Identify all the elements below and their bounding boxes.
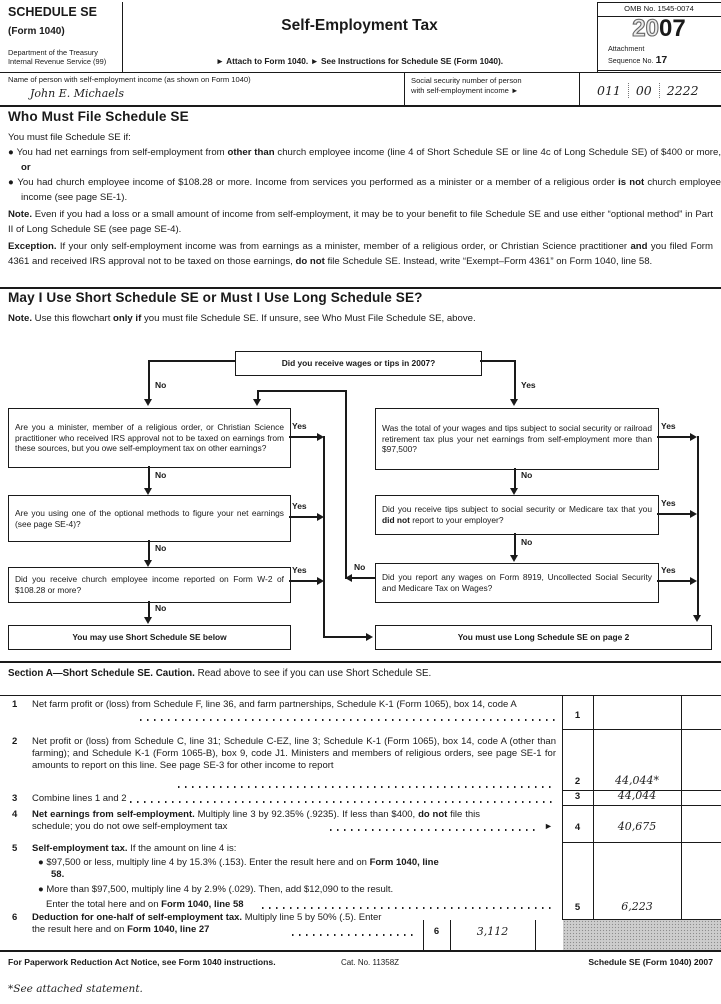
tax-year (597, 16, 721, 42)
form-subtitle: ► Attach to Form 1040. ► See Instructions for Schedule SE (Form 1040). (215, 56, 504, 66)
line4-box-number: 4 (574, 822, 581, 833)
flow-label-no: No (155, 603, 167, 613)
line3-amount-field[interactable]: 44,044 (617, 789, 657, 802)
ssn-field[interactable] (590, 81, 706, 99)
flow-connector (480, 360, 515, 362)
flow-connector (289, 436, 317, 438)
dot-leader (178, 786, 556, 788)
line2-amount-field[interactable]: 44,044* (615, 774, 659, 787)
line2-number: 2 (12, 736, 18, 747)
who-must-file-intro: You must file Schedule SE if: (8, 132, 131, 143)
line3-text: Combine lines 1 and 2 (32, 793, 127, 804)
line1-text: Net farm profit or (loss) from Schedule F, line 36, and farm partnerships, Schedule K-1 (Form 1065), box 14, code A (32, 699, 517, 710)
flow-box-long-result (375, 625, 712, 650)
ssn-label-line1: Social security number of person (411, 76, 522, 85)
flow-arrow-down (144, 399, 152, 406)
flow-label-yes: Yes (292, 501, 307, 511)
omb-rule-top (597, 2, 721, 3)
flow-label-yes: Yes (661, 421, 676, 431)
line5-number: 5 (12, 843, 18, 854)
flow-box-short-result-text: You may use Short Schedule SE below (72, 632, 227, 643)
flow-label-yes: Yes (292, 565, 307, 575)
line4-arrow: ► (544, 821, 553, 831)
form-number: (Form 1040) (8, 26, 65, 37)
flow-arrow-down (144, 617, 152, 624)
line3-number: 3 (12, 793, 18, 804)
dot-leader (262, 907, 556, 909)
name-ssn-divider (404, 72, 405, 105)
sequence-label (608, 54, 667, 66)
flow-connector (289, 580, 317, 582)
name-label: Name of person with self-employment income (as shown on Form 1040) (8, 75, 251, 84)
omb-number: OMB No. 1545-0074 (624, 4, 694, 13)
flow-box-unreported-tips (375, 495, 659, 535)
line1-box-number: 1 (574, 710, 581, 721)
flow-box-church-income (8, 567, 291, 603)
flow-arrow-down (510, 555, 518, 562)
table-hline-row3 (562, 805, 721, 806)
line5-amount-field[interactable]: 6,223 (621, 900, 653, 913)
line3-box-number: 3 (574, 791, 581, 802)
paperwork-notice: For Paperwork Reduction Act Notice, see Form 1040 instructions. (8, 957, 276, 967)
shaded-cell (563, 920, 721, 950)
dot-leader (130, 801, 556, 803)
name-row-rule-top (0, 72, 721, 73)
line5-bullet-a: ● $97,500 or less, multiply line 4 by 15.3% (.153). Enter the result here and on Form 1040, line 58. (38, 857, 439, 880)
line6-number: 6 (12, 912, 18, 923)
flow-arrow-down (510, 399, 518, 406)
line6-box-vline (535, 920, 536, 950)
line5-box-number: 5 (574, 902, 581, 913)
form-title: Self-Employment Tax (281, 17, 438, 34)
line4-amount-field[interactable]: 40,675 (617, 820, 657, 833)
catalog-number: Cat. No. 11358Z (340, 958, 400, 967)
flow-box-optional-methods-text: Are you using one of the optional methods to figure your net earnings (see page SE-4)? (15, 507, 284, 529)
flow-arrow-left (345, 574, 352, 582)
dot-leader (330, 829, 538, 831)
flow-arrow-right (690, 510, 697, 518)
sequence-number: 17 (655, 54, 668, 66)
flow-connector (148, 466, 150, 490)
flow-box-church-income-text: Did you receive church employee income reported on Form W-2 of $108.28 or more? (15, 574, 284, 595)
flow-box-form-8919-text: Did you report any wages on Form 8919, Uncollected Social Security and Medicare Tax on Wages? (382, 572, 652, 593)
flow-label-yes: Yes (521, 380, 536, 390)
line2-text: Net profit or (loss) from Schedule C, line 31; Schedule C-EZ, line 3; Schedule K-1 (Form 1065), box 14, code A (other than farming); and Schedule K-1 (Form 1065-B), box 9, code J1. Ministers and members of religious orders, see page SE-1 for amounts to report on this line. See page SE-3 for other income to report (32, 736, 556, 771)
flowchart-title: May I Use Short Schedule SE or Must I Use Long Schedule SE? (8, 290, 423, 305)
flow-label-no: No (155, 543, 167, 553)
flow-arrow-right (690, 577, 697, 585)
flow-connector (289, 516, 317, 518)
line6-amount-field[interactable]: 3,112 (476, 925, 509, 938)
flow-box-optional-methods (8, 495, 291, 542)
line6-text: Deduction for one-half of self-employment tax. Multiply line 5 by 50% (.5). Enter the result here and on Form 1040, line 27 (32, 912, 382, 935)
section-a-heading: Section A—Short Schedule SE. Caution. Read above to see if you can use Short Schedule SE. (8, 668, 432, 679)
ssn-group-3: 2222 (659, 83, 706, 98)
flow-connector (514, 533, 516, 557)
flow-arrow-right (366, 633, 373, 641)
flow-connector (657, 436, 692, 438)
flow-connector (514, 468, 516, 490)
flow-box-form-8919 (375, 563, 659, 603)
flow-connector (148, 360, 235, 362)
flow-label-no: No (521, 470, 533, 480)
flow-connector (148, 360, 150, 402)
flow-connector (345, 390, 347, 579)
flow-label-no: No (521, 537, 533, 547)
who-must-file-note: Note. Even if you had a loss or a small amount of income from self-employment, it may be to your benefit to file Schedule SE and use either “optional method” in Part II of Long Schedule SE (see page SE-4). (8, 209, 713, 235)
line4-number: 4 (12, 809, 18, 820)
irs-label: Internal Revenue Service (99) (8, 57, 107, 66)
flow-connector (351, 577, 375, 579)
flow-box-wages-over-limit-text: Was the total of your wages and tips subject to social security or railroad retirement tax plus your net earnings from self-employment more than $97,500? (382, 422, 652, 455)
flow-arrow-down (253, 399, 261, 406)
section-rule-2 (0, 661, 721, 663)
name-row-rule-bottom (0, 105, 721, 107)
section-rule-1 (0, 287, 721, 289)
flow-box-wages-over-limit (375, 408, 659, 470)
attached-statement-note: *See attached statement. (8, 983, 143, 995)
ssn-group-1: 011 (597, 82, 621, 98)
line5-bullet-b: ● More than $97,500, multiply line 4 by 2.9% (.029). Then, add $12,090 to the result. (38, 884, 394, 895)
who-must-file-title: Who Must File Schedule SE (8, 109, 189, 124)
ssn-group-2: 00 (628, 83, 659, 98)
flow-label-no: No (354, 562, 366, 572)
table-hline-row4 (562, 842, 721, 843)
flow-box-short-result (8, 625, 291, 650)
line5-tail: Enter the total here and on Form 1040, line 58 (46, 899, 244, 910)
flow-arrow-down (510, 488, 518, 495)
flow-connector (323, 436, 325, 638)
table-hline-row1 (562, 729, 721, 730)
table-rule-top (0, 695, 721, 696)
flow-arrow-right (690, 433, 697, 441)
line6-box-vline (450, 920, 451, 950)
footer-schedule-label: Schedule SE (Form 1040) 2007 (588, 957, 713, 967)
flow-box-minister-text: Are you a minister, member of a religious order, or Christian Science practitioner who received IRS approval not to be taxed on earnings from these sources, but you owe self-employment tax on other earnings? (15, 421, 284, 454)
flow-label-yes: Yes (661, 565, 676, 575)
line5-head: Self-employment tax. If the amount on line 4 is: (32, 843, 237, 854)
schedule-label: SCHEDULE SE (8, 5, 97, 19)
line2-box-number: 2 (574, 776, 581, 787)
flow-arrow-down (144, 488, 152, 495)
flow-arrow-down (693, 615, 701, 622)
sequence-text: Sequence No. (608, 56, 654, 65)
flow-label-yes: Yes (661, 498, 676, 508)
ssn-label-line2: with self-employment income ► (411, 85, 519, 95)
who-must-file-bullet-1: ● You had net earnings from self-employment from other than church employee income (line 4 of Short Schedule SE or line 4c of Long Schedule SE) of $400 or more, or (8, 147, 721, 173)
flow-box-unreported-tips-text: Did you receive tips subject to social security or Medicare tax that you did not report to your employer? (382, 504, 652, 525)
line4-text: Net earnings from self-employment. Multiply line 3 by 92.35% (.9235). If less than $400, do not file this schedule; you do not owe self-employment tax (32, 809, 480, 832)
flow-label-no: No (155, 470, 167, 480)
taxpayer-name-field[interactable]: John E. Michaels (30, 87, 124, 100)
tax-year-outline: 20 (632, 15, 659, 42)
flow-box-wages-tips (235, 351, 482, 376)
flow-label-yes: Yes (292, 421, 307, 431)
line6-box-number: 6 (433, 926, 440, 937)
who-must-file-exception: Exception. If your only self-employment income was from earnings as a minister, member of a religious order, or Christian Science practitioner and you filed Form 4361 and received IRS approval not to be taxed on those earnings, do not file Schedule SE. Instead, write “Exempt–Form 4361” on Form 1040, line 58. (8, 241, 713, 267)
dot-leader (292, 934, 416, 936)
flow-box-minister (8, 408, 291, 468)
flow-connector (657, 580, 692, 582)
ssn-value-divider (579, 72, 580, 105)
dot-leader (140, 719, 556, 721)
flow-arrow-down (144, 560, 152, 567)
ssn-label (411, 76, 576, 95)
attachment-rule (597, 70, 721, 71)
flow-connector (323, 636, 366, 638)
flowchart-note: Note. Use this flowchart only if you must file Schedule SE. If unsure, see Who Must File Schedule SE, above. (8, 313, 476, 324)
footer-rule (0, 950, 721, 952)
dept-treasury: Department of the Treasury (8, 48, 98, 57)
flow-connector (697, 436, 699, 617)
flow-label-no: No (155, 380, 167, 390)
line1-number: 1 (12, 699, 18, 710)
attachment-label: Attachment (608, 44, 645, 53)
flow-connector (257, 390, 347, 392)
flow-connector (148, 540, 150, 562)
tax-year-bold: 07 (659, 15, 686, 42)
flow-connector (657, 513, 692, 515)
flow-box-long-result-text: You must use Long Schedule SE on page 2 (457, 632, 630, 643)
who-must-file-bullet-2: ● You had church employee income of $108.28 or more. Income from services you performed as a minister or a member of a religious order is not church employee income (see page SE-1). (8, 177, 721, 203)
flow-box-wages-tips-text: Did you receive wages or tips in 2007? (281, 358, 436, 369)
flow-connector (514, 360, 516, 402)
